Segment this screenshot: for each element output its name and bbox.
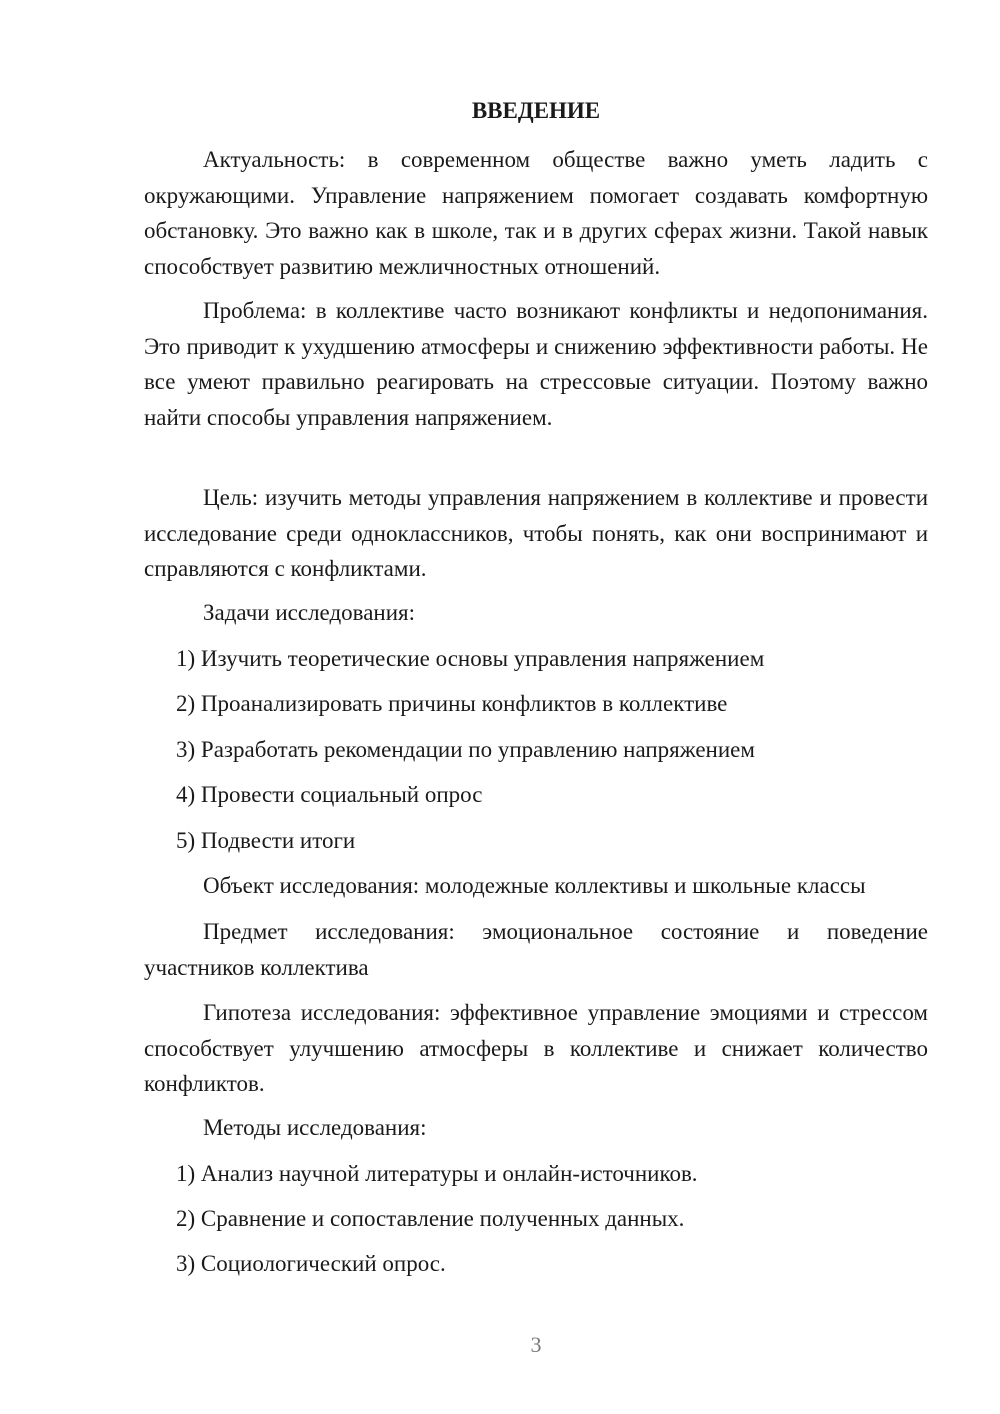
- page-number: 3: [530, 1332, 542, 1357]
- relevance-paragraph: Актуальность: в современном обществе важно уметь ладить с окружающими. Управление напряжением помогает создавать комфортную обстановку. Это важно как в школе, так и в других сферах жизни. Такой навык способствует развитию межличностных отношений.: [144, 147, 928, 279]
- tasks-title: Задачи исследования:: [203, 600, 416, 625]
- object-paragraph: Объект исследования: молодежные коллективы и школьные классы: [203, 873, 866, 898]
- page-title: ВВЕДЕНИЕ: [471, 98, 601, 123]
- task-item-5: 5) Подвести итоги: [176, 828, 356, 853]
- method-item-1: 1) Анализ научной литературы и онлайн-источников.: [176, 1161, 698, 1186]
- task-item-1: 1) Изучить теоретические основы управления напряжением: [176, 646, 765, 671]
- problem-paragraph: Проблема: в коллективе часто возникают конфликты и недопонимания. Это приводит к ухудшению атмосферы и снижению эффективности работы. Не все умеют правильно реагировать на стрессовые ситуации. Поэтому важно найти способы управления напряжением.: [144, 298, 928, 430]
- methods-title: Методы исследования:: [203, 1115, 427, 1140]
- method-item-3: 3) Социологический опрос.: [176, 1251, 446, 1276]
- subject-paragraph: Предмет исследования: эмоциональное состояние и поведение участников коллектива: [144, 919, 928, 980]
- task-item-3: 3) Разработать рекомендации по управлению напряжением: [176, 737, 755, 762]
- method-item-2: 2) Сравнение и сопоставление полученных данных.: [176, 1206, 685, 1231]
- task-item-4: 4) Провести социальный опрос: [176, 782, 483, 807]
- hypothesis-paragraph: Гипотеза исследования: эффективное управление эмоциями и стрессом способствует улучшению атмосферы в коллективе и снижает количество конфликтов.: [144, 1000, 928, 1096]
- goal-paragraph: Цель: изучить методы управления напряжением в коллективе и провести исследование среди одноклассников, чтобы понять, как они воспринимают и справляются с конфликтами.: [144, 485, 928, 581]
- task-item-2: 2) Проанализировать причины конфликтов в коллективе: [176, 691, 728, 716]
